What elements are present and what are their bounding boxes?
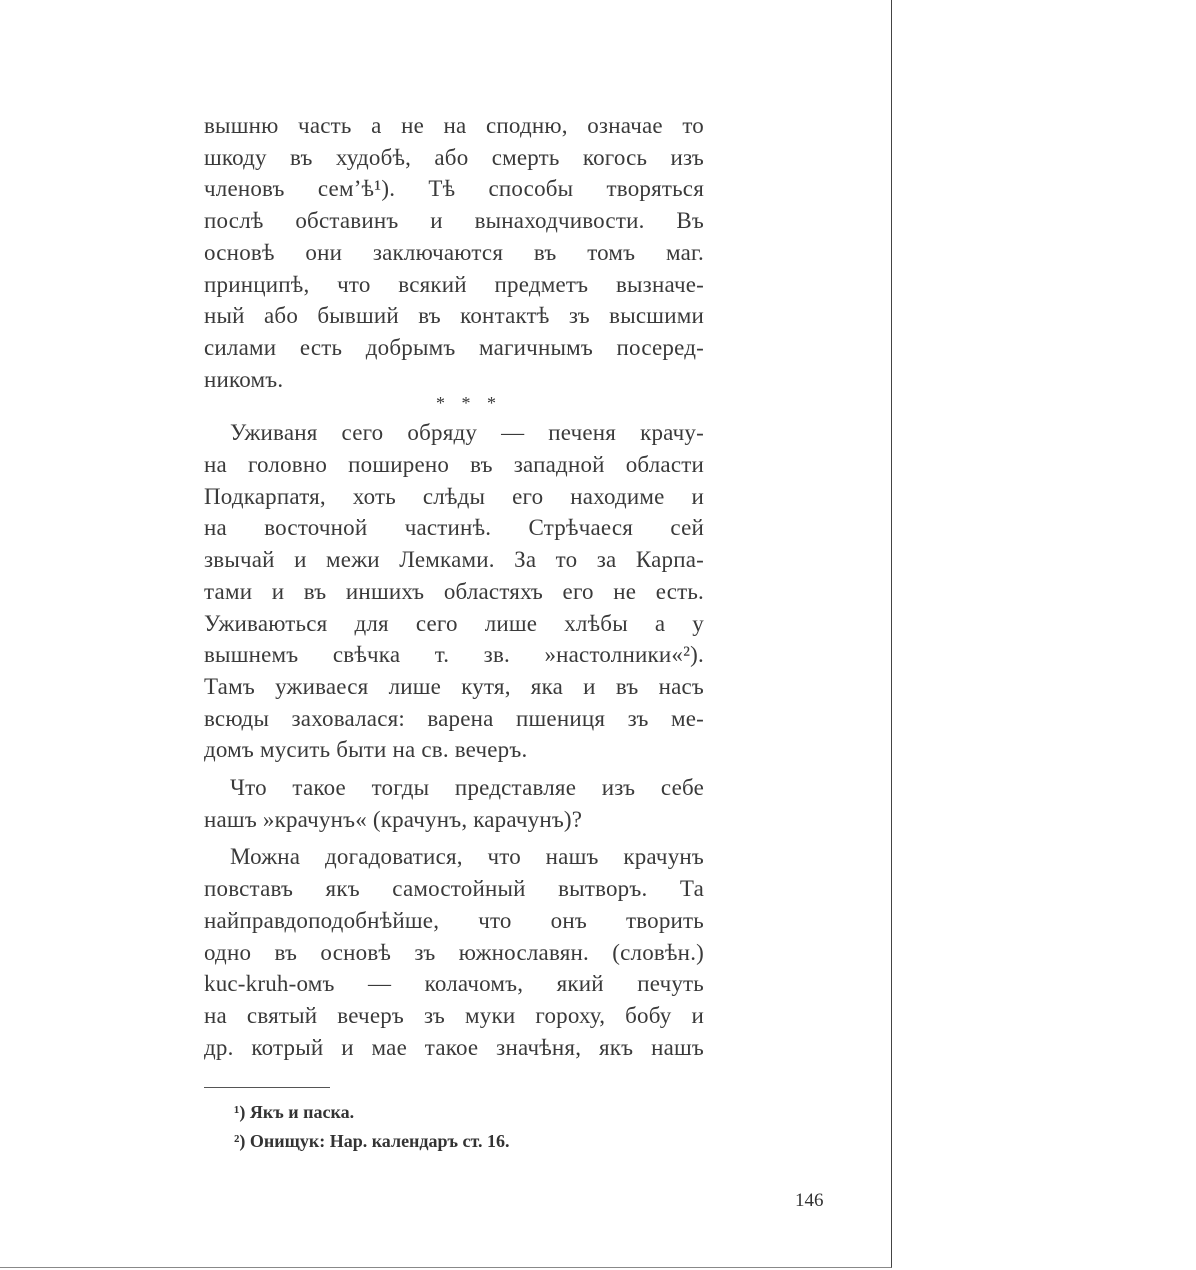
- footnote-1: ¹) Якъ и паска.: [234, 1102, 355, 1122]
- text-line: основѣ они заключаются въ томъ маг.: [204, 239, 704, 265]
- text-line: никомъ.: [204, 366, 284, 392]
- text-line: домъ мусить быти на св. вечеръ.: [204, 737, 528, 763]
- text-line: нашъ »крачунъ« (крачунъ, карачунъ)?: [204, 806, 583, 832]
- page-number: 146: [795, 1190, 824, 1211]
- footnote-2: ²) Онищук: Нар. календаръ ст. 16.: [234, 1131, 510, 1151]
- footnote-divider: [204, 1087, 330, 1088]
- text-line: шкоду въ худобѣ, або смерть когось изъ: [204, 144, 704, 170]
- text-line: вышнемъ свѣчка т. зв. »настолники«²).: [204, 642, 704, 668]
- text-line: Что такое тогды представляе изъ себе: [230, 775, 704, 801]
- text-line: силами есть добрымъ магичнымъ посеред-: [204, 334, 704, 360]
- text-line: звычай и межи Лемками. За то за Карпа-: [204, 547, 704, 573]
- text-line: тами и въ иншихъ областяхъ его не есть.: [204, 578, 704, 604]
- text-line: послѣ обставинъ и вынаходчивости. Въ: [204, 208, 704, 234]
- text-line: kuc-kruh-омъ — колачомъ, який печуть: [204, 971, 704, 997]
- text-line: Можна догадоватися, что нашъ крачунъ: [230, 844, 704, 870]
- text-line: вышню часть а не на сподню, означае то: [204, 113, 704, 138]
- text-line: повставъ якъ самостойный вытворъ. Та: [204, 876, 704, 902]
- main-text: [204, 110, 704, 1063]
- text-line: Подкарпатя, хоть слѣды его находиме и: [204, 483, 704, 509]
- text-line: членовъ семʼѣ¹). Тѣ способы творяться: [204, 176, 704, 202]
- text-line: на восточной частинѣ. Стрѣчаеся сей: [204, 515, 704, 541]
- text-line: ный або бывший въ контактѣ зъ высшими: [204, 303, 704, 329]
- text-line: на святый вечеръ зъ муки гороху, бобу и: [204, 1002, 704, 1028]
- text-line: найправдоподобнѣйше, что онъ творить: [204, 907, 704, 933]
- text-line: принципѣ, что всякий предметъ вызначе-: [204, 271, 704, 297]
- text-line: Тамъ уживаеся лише кутя, яка и въ насъ: [204, 673, 704, 699]
- text-line: Уживаються для сего лише хлѣбы а у: [204, 610, 704, 636]
- section-separator: * * *: [436, 393, 502, 414]
- text-line: на головно поширено въ западной области: [204, 452, 704, 478]
- text-line: др. котрый и мае такое значѣня, якъ нашъ: [204, 1034, 704, 1060]
- text-line: одно въ основѣ зъ южнославян. (словѣн.): [204, 939, 704, 965]
- text-line: всюды заховалася: варена пшениця зъ ме-: [204, 705, 704, 731]
- text-line: Уживаня сего обряду — печеня крачу-: [230, 420, 704, 446]
- footnotes: [234, 1098, 510, 1156]
